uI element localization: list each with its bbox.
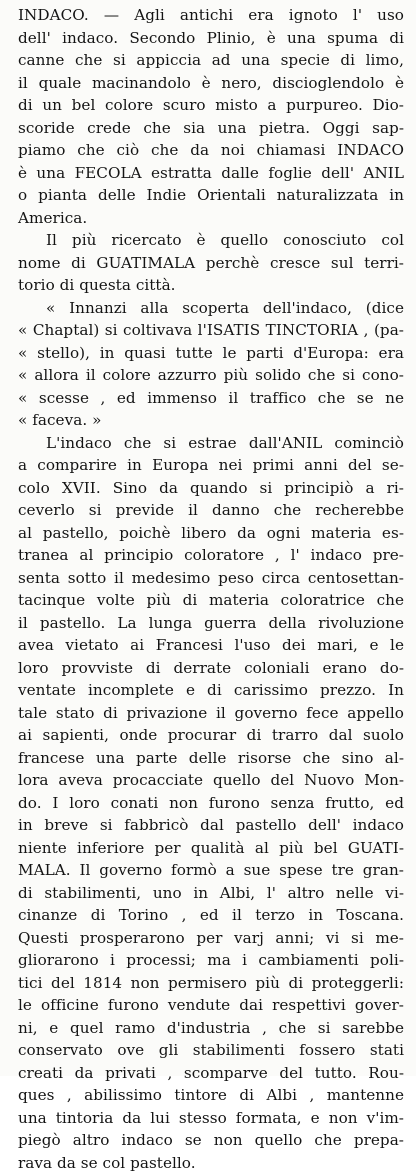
text-line: nome di GUATIMALA perchè cresce sul terri-: [18, 252, 404, 275]
quote-line: « scesse , ed immenso il traffico che se ne: [18, 387, 404, 410]
text-line: tici del 1814 non permisero più di proteggerli:: [18, 972, 404, 995]
text-line: il pastello. La lunga guerra della rivoluzione: [18, 612, 404, 635]
text-line: al pastello, poichè libero da ogni materia es-: [18, 522, 404, 545]
text-line: di un bel colore scuro misto a purpureo. Dio-: [18, 94, 404, 117]
text-line: canne che si appiccia ad una specie di limo,: [18, 49, 404, 72]
text-line: una tintoria da lui stesso formata, e non v'im-: [18, 1107, 404, 1130]
text-line: cinanze di Torino , ed il terzo in Toscana.: [18, 904, 404, 927]
text-line: Questi prosperarono per varj anni; vi si me-: [18, 927, 404, 950]
text-line: Il più ricercato è quello conosciuto col: [18, 229, 404, 252]
text-line: a comparire in Europa nei primi anni del se-: [18, 454, 404, 477]
text-line: in breve si fabbricò dal pastello dell' indaco: [18, 814, 404, 837]
text-line: do. I loro conati non furono senza frutto, ed: [18, 792, 404, 815]
article-text: [18, 4, 404, 1174]
text-line: o pianta delle Indie Orientali naturalizzata in: [18, 184, 404, 207]
text-line: piamo che ciò che da noi chiamasi INDACO: [18, 139, 404, 162]
quote-line: « faceva. »: [18, 409, 404, 432]
quote-line: « Chaptal) si coltivava l'ISATIS TINCTORIA , (pa-: [18, 319, 404, 342]
text-line: conservato ove gli stabilimenti fossero stati: [18, 1039, 404, 1062]
text-line: America.: [18, 207, 404, 230]
quote-line: « allora il colore azzurro più solido che si cono-: [18, 364, 404, 387]
text-line: ques , abilissimo tintore di Albi , mantenne: [18, 1084, 404, 1107]
text-line: senta sotto il medesimo peso circa centosettan-: [18, 567, 404, 590]
text-line: torio di questa città.: [18, 274, 404, 297]
text-line: creati da privati , scomparve del tutto. Rou-: [18, 1062, 404, 1085]
text-line: MALA. Il governo formò a sue spese tre gran-: [18, 859, 404, 882]
text-line: INDACO. — Agli antichi era ignoto l' uso: [18, 4, 404, 27]
text-line: scoride crede che sia una pietra. Oggi sap-: [18, 117, 404, 140]
text-line: rava da se col pastello.: [18, 1152, 404, 1174]
text-line: ni, e quel ramo d'industria , che si sarebbe: [18, 1017, 404, 1040]
text-line: L'indaco che si estrae dall'ANIL cominciò: [18, 432, 404, 455]
text-line: le officine furono vendute dai respettivi gover-: [18, 994, 404, 1017]
text-line: ventate incomplete e di carissimo prezzo. In: [18, 679, 404, 702]
quote-line: « stello), in quasi tutte le parti d'Europa: era: [18, 342, 404, 365]
text-line: lora aveva procacciate quello del Nuovo Mon-: [18, 769, 404, 792]
text-line: di stabilimenti, uno in Albi, l' altro nelle vi-: [18, 882, 404, 905]
text-line: loro provviste di derrate coloniali erano do-: [18, 657, 404, 680]
quote-line: « Innanzi alla scoperta dell'indaco, (dice: [18, 297, 404, 320]
text-line: è una FECOLA estratta dalle foglie dell' ANIL: [18, 162, 404, 185]
text-line: ai sapienti, onde procurar di trarro dal suolo: [18, 724, 404, 747]
text-line: avea vietato ai Francesi l'uso dei mari, e le: [18, 634, 404, 657]
text-line: tranea al principio coloratore , l' indaco pre-: [18, 544, 404, 567]
text-line: francese una parte delle risorse che sino al-: [18, 747, 404, 770]
text-line: tale stato di privazione il governo fece appello: [18, 702, 404, 725]
text-line: dell' indaco. Secondo Plinio, è una spuma di: [18, 27, 404, 50]
text-line: ceverlo si previde il danno che recherebbe: [18, 499, 404, 522]
text-line: tacinque volte più di materia coloratrice che: [18, 589, 404, 612]
text-line: niente inferiore per qualità al più bel GUATI-: [18, 837, 404, 860]
text-line: piegò altro indaco se non quello che prepa-: [18, 1129, 404, 1152]
text-line: gliorarono i processi; ma i cambiamenti poli-: [18, 949, 404, 972]
text-line: colo XVII. Sino da quando si principiò a ri-: [18, 477, 404, 500]
text-line: il quale macinandolo è nero, discioglendolo è: [18, 72, 404, 95]
